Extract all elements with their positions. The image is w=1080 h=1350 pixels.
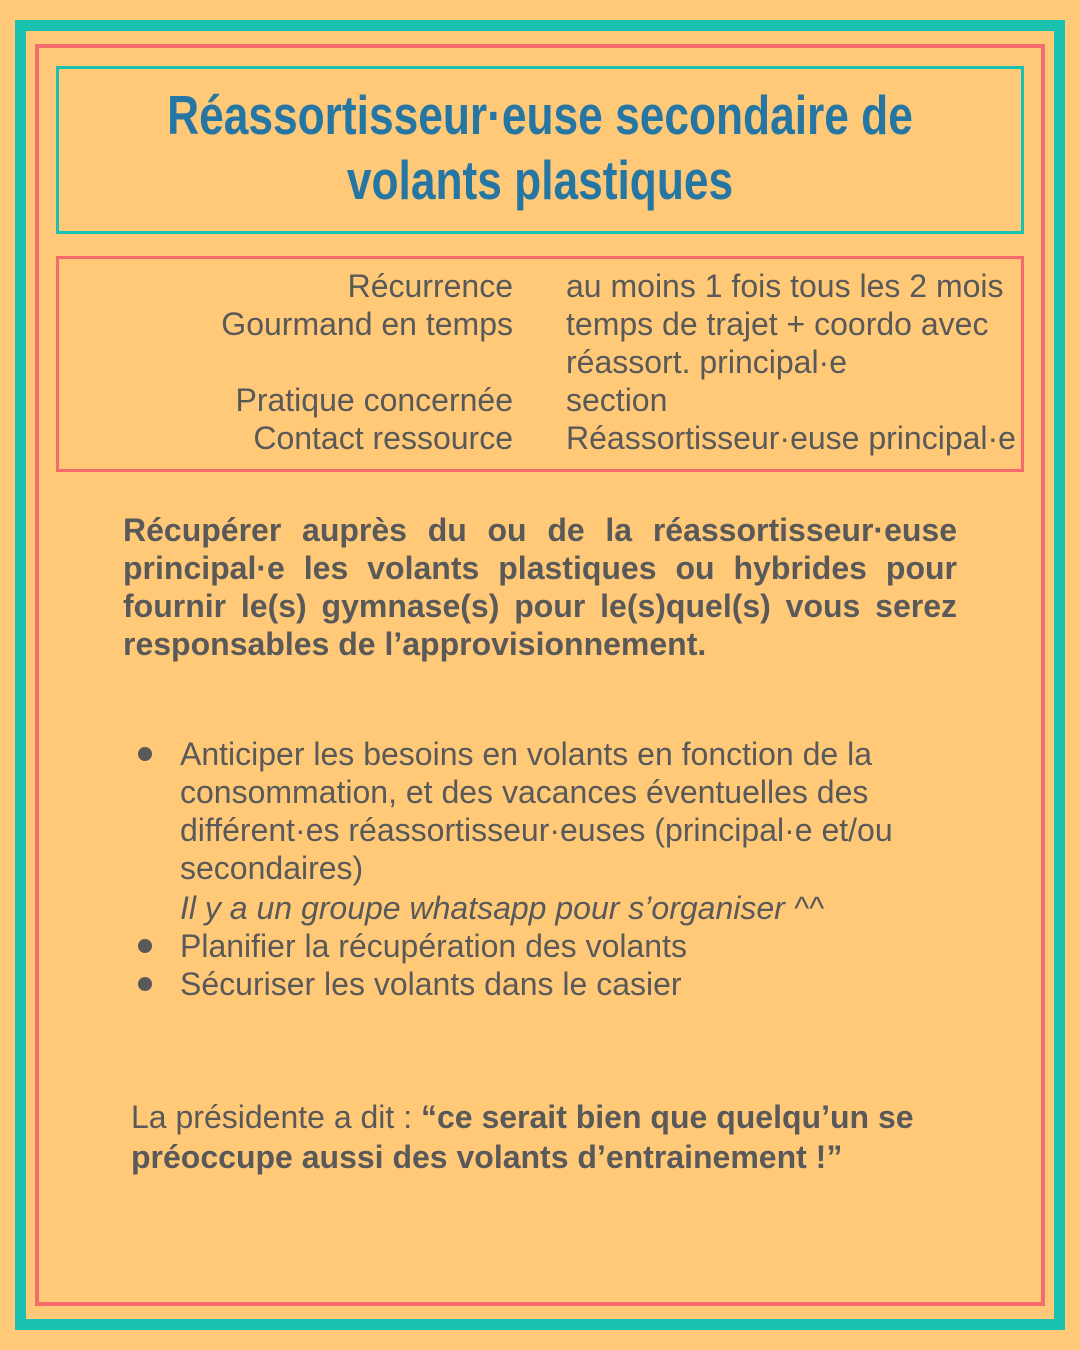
task-text: Anticiper les besoins en volants en fonction de la consommation, et des vacances éventuelles des différent·es réassortisseur·euses (principal·e et/ou secondaires) (180, 736, 893, 886)
page-title: Réassortisseur·euse secondaire de volants plastiques (167, 84, 913, 211)
quote-text: “ce serait bien que quelqu’un se préoccupe aussi des volants d’entrainement !” (131, 1099, 914, 1175)
info-row (59, 419, 1021, 457)
info-row (59, 305, 1021, 381)
bullet-icon (138, 939, 152, 953)
task-note: Il y a un groupe whatsapp pour s’organiser ^^ (180, 890, 824, 926)
title-box (56, 66, 1024, 234)
bullet-icon (138, 747, 152, 761)
task-text: Planifier la récupération des volants (180, 928, 687, 964)
info-row (59, 381, 1021, 419)
info-row (59, 267, 1021, 305)
info-table (56, 256, 1024, 472)
task-item (180, 735, 940, 927)
info-label: Récurrence (347, 268, 513, 304)
task-list (180, 735, 940, 1003)
info-label: Gourmand en temps (221, 306, 513, 342)
description: Récupérer auprès du ou de la réassortisseur·euse principal·e les volants plastiques ou hybrides pour fournir le(s) gymnase(s) pour le(s)quel(s) vous serez responsables de l’approvisionnement. (123, 512, 957, 662)
task-item (180, 927, 940, 965)
bullet-icon (138, 977, 152, 991)
task-text: Sécuriser les volants dans le casier (180, 966, 682, 1002)
quote-intro: La présidente a dit : (131, 1099, 413, 1135)
task-item (180, 965, 940, 1003)
info-value: au moins 1 fois tous les 2 mois (566, 268, 1004, 304)
quote (131, 1097, 951, 1177)
info-label: Pratique concernée (235, 382, 513, 418)
info-label: Contact ressource (253, 420, 513, 456)
info-value: section (566, 382, 668, 418)
info-value: temps de trajet + coordo avec réassort. principal·e (566, 306, 989, 380)
info-value: Réassortisseur·euse principal·e (566, 420, 1016, 456)
